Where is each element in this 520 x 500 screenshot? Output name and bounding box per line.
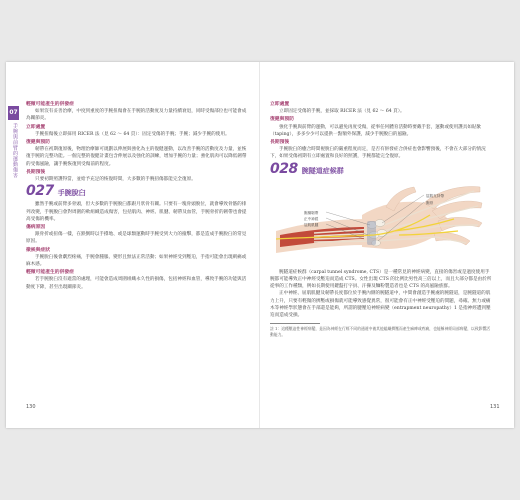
section-heading-027 <box>26 183 248 200</box>
label-median-nerve: 正中神經 <box>304 216 319 221</box>
subheading: 徵候與症狀 <box>26 246 50 253</box>
footnote: 註 1：這種壓迫性神經病變，是因為神經在行經不同的通道中被其他組織擠壓而產生麻痺或疼痛，也能稱神經局部病變，以致影響活動能力。 <box>270 326 491 337</box>
paragraph: 跟骨折或扭傷一樣，在跌倒時以手撐地、或是球類運動時手腕受到大力的撞擊，都是造成手腕脫臼的常見原因。 <box>26 232 247 245</box>
subheading: 立即處置 <box>270 101 290 107</box>
paragraph: 強化手腕與前臂的運動，可以避免再度受傷，從事任何體育活動時要戴手套，運動或使用護具如貼紮（taping），多多少少可以提供一點額外保護，減少手腕脫臼的風險。 <box>270 124 482 137</box>
paragraph: 立即固定受傷的手腕，並採取 RICER 法（見 62 ～ 64 頁）。 <box>279 109 405 115</box>
carpal-tunnel-illustration <box>274 179 484 267</box>
paragraph: 若手腕脫臼沒有適當的處理，可能會造成周圍組織永久性的損傷，包括神經和血管，導致手腕的功能與活動度下降，甚至出現關節炎。 <box>26 277 247 290</box>
subheading: 輕微可能產生的併發症 <box>26 269 74 276</box>
right-top-blocks <box>270 101 492 161</box>
finger-ring <box>438 217 482 231</box>
subheading: 長期預後 <box>26 168 46 175</box>
label-flexor-tendons: 屈肌肌腱 <box>304 222 319 227</box>
paragraph: 只要初期照護得當，並給予充足的恢復時間，大多數的手腕扭傷都能完全復原。 <box>35 177 196 183</box>
subheading: 長期預後 <box>270 139 290 146</box>
subheading: 傷病原因 <box>26 224 46 231</box>
section-title: 腕隧道症候群 <box>301 166 344 175</box>
paragraph: 手腕脫臼的癒合時間視脫臼的嚴重程度而定，是否有併發症合併症也會影響預後，不會在大部分的情況下，如果受傷初期有立即處置和良好的照護，手腕都能完全復原。 <box>270 147 486 160</box>
paragraph: 雖然手腕或前臂多骨頭，但大多數的手腕脫臼都跟月狀骨有關。只要有一塊骨頭脫位，就會導致骨骼的排列改變，手腕脫臼會對周圍的軟組織造成傷害，包括肌肉、神經、肌腱、韌帶及血管，手腕骨折的韌帶也會提高受傷的機率。 <box>26 202 247 222</box>
right-bottom-blocks <box>270 269 492 319</box>
chapter-side-title: 手腕與前臂的運動傷害 <box>12 123 18 178</box>
section-title: 手腕脫臼 <box>57 189 86 198</box>
paragraph: 手腕脫臼後會劇烈疼痛，手腕會腫脹、變形且無法正常活動；如果神經受到壓迫，手指可能會出現刺痛或麻木感。 <box>26 254 247 268</box>
book-spread <box>6 62 514 428</box>
left-page-column <box>26 100 248 291</box>
page-number-left: 130 <box>26 404 36 410</box>
paragraph: 正中神經、屈肌肌腱及韌帶長度都位於手腕內側的腕隧道中，中間會創造手腕處的腕隧道，是腕隧道的肌力上升，只要有輕微的擠壓或損傷就可能導致感覺異常，很可能會有正中神經受壓迫的問題，尋確。無力或痛木等神經學狀態會在手部還是能夠，所謂的腱壓迫神經病變（entrapment neuropathy）1 是指神經遭到壓迫而造成受損。 <box>270 291 491 319</box>
paragraph: 腕隧道症候群（carpal tunnel syndrome, CTS）是一種常見的神經病變，直接的傷害或是過度使用手腕都可能導致正中神經受壓迫而造成 CTS。女性出現 CTS 的比例比男性高三倍以上，而且大部分都是由於所從事的工作種類，例如長期使用鍵盤打字員、汗操及麵粉製造者也是 CTS 的高風險族群。 <box>270 269 492 290</box>
label-transverse-ligament: 腕橫韌帶 <box>304 210 319 215</box>
footnote-rule <box>270 323 320 324</box>
label-carpal-bones: 腕骨 <box>426 200 434 205</box>
subheading: 輕微可能產生的併發症 <box>26 101 74 107</box>
subheading: 復健與預防 <box>26 139 50 146</box>
section-heading-028 <box>270 160 492 177</box>
page-number-right: 131 <box>490 404 500 410</box>
paragraph: 韌帶在初期復原後，物理治療師可規劃以伸展與強化為主的復健運動，以改善手腕的活動度及力量，並恢復手腕的完整功能。一個完整的復健計畫包含伸展以及強化的訓練，增加手腕的力量；強化肌肉可以降低韌帶的受傷風險，讓手腕恢復到受傷前的程度。 <box>26 147 247 167</box>
paragraph: 手腕扭傷後立即採用 RICER 法（見 62 ～ 64 頁）：固定受傷的手腕；手腕；減少手腕的使用。 <box>35 131 230 137</box>
subheading: 立即處置 <box>26 123 46 130</box>
right-page-column <box>270 100 492 337</box>
chapter-number-tab: 07 <box>8 106 19 120</box>
paragraph: 如果沒有妥善治療，中度到重度的手腕扭傷會在手腕的活動度及力量持續衰退，同時受傷部位也可能會成為關節炎。 <box>26 109 247 122</box>
section-number: 027 <box>26 183 54 200</box>
label-flexor-retinaculum: 屈肌支持帶 <box>426 193 444 198</box>
subheading: 復健與預防 <box>270 116 294 123</box>
section-number: 028 <box>270 160 298 177</box>
page-gutter <box>259 62 260 428</box>
